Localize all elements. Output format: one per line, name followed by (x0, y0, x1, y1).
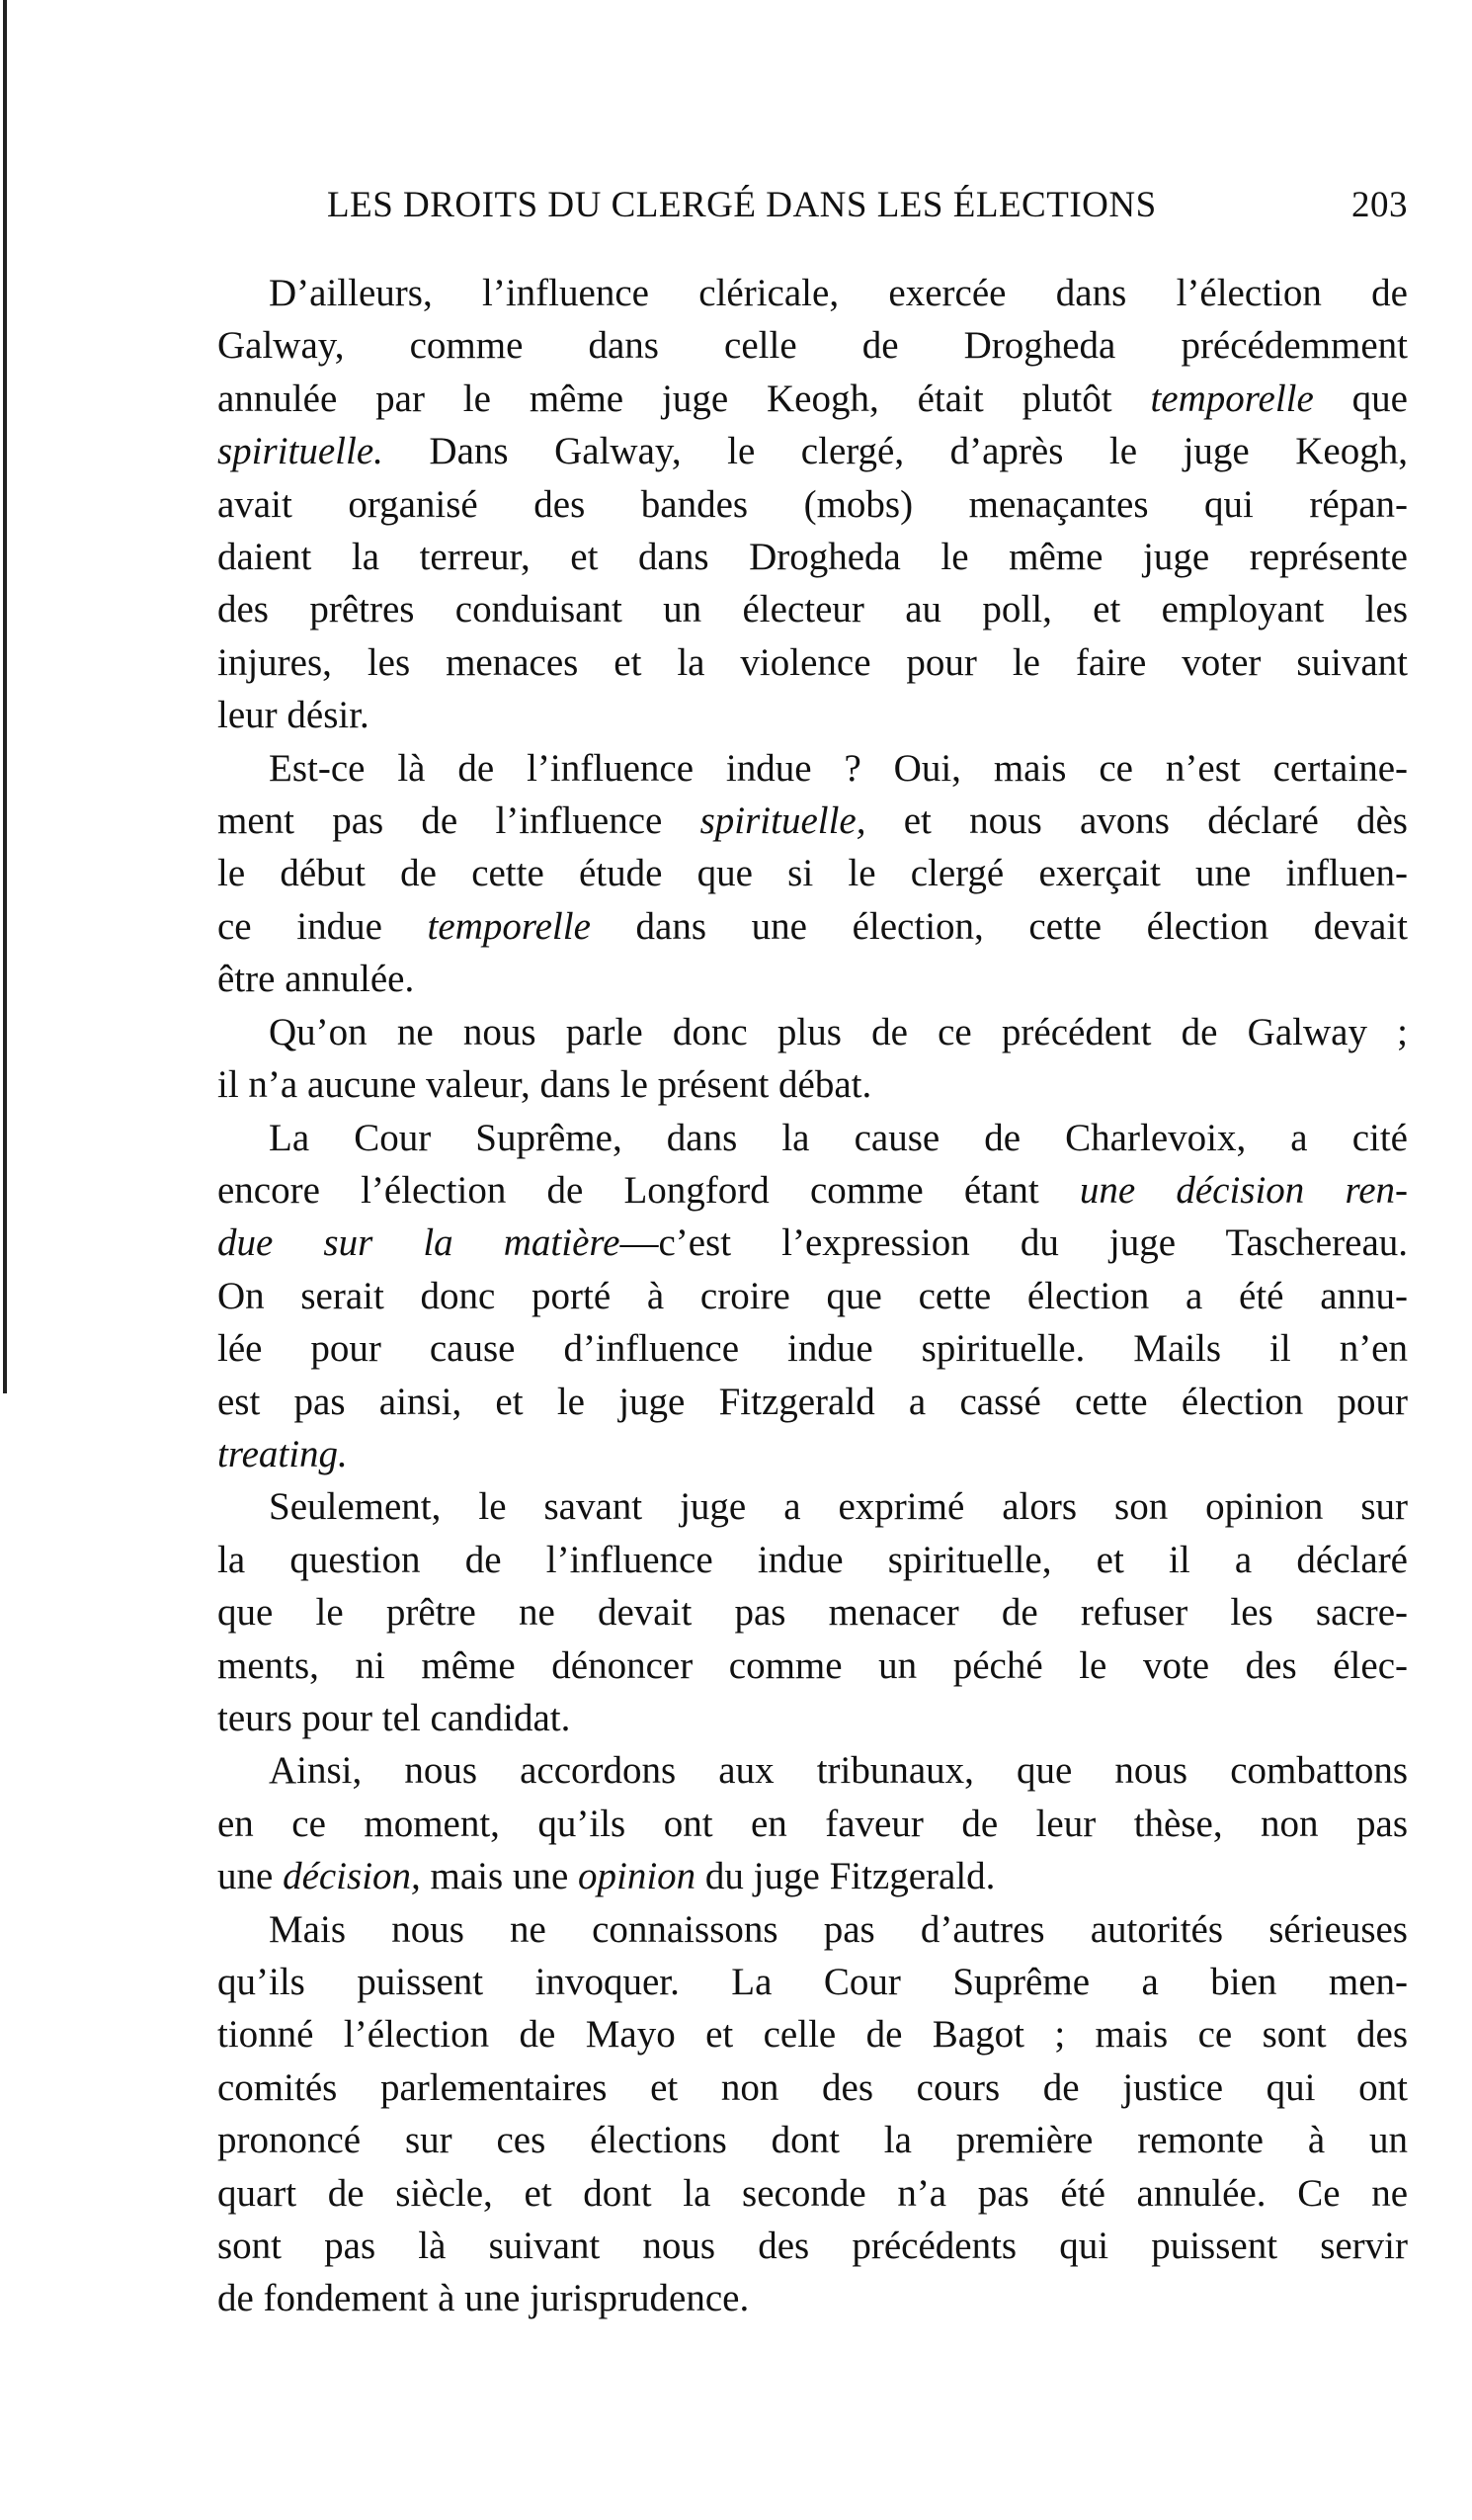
text-run: être annulée. (217, 958, 415, 1001)
running-header (327, 184, 1408, 233)
text-run: que le prêtre ne devait pas menacer de refuser les sacre- (217, 1591, 1408, 1635)
text-run: la question de l’influence indue spirituelle, et il a déclaré (217, 1538, 1408, 1581)
page-edge-rule (3, 0, 7, 1393)
text-run: prononcé sur ces élections dont la première remonte à un (217, 2119, 1408, 2162)
text-run: Est-ce là de l’influence indue ? Oui, mais ce n’est certaine- (269, 746, 1408, 790)
text-line (217, 953, 1408, 1005)
text-line (217, 1480, 1408, 1533)
text-run: leur désir. (217, 694, 369, 737)
text-run: de fondement à une jurisprudence. (217, 2277, 750, 2320)
text-line (217, 1112, 1408, 1164)
running-title: LES DROITS DU CLERGÉ DANS LES ÉLECTIONS (327, 185, 1157, 225)
paragraph (217, 1480, 1408, 1744)
italic-text: due sur la matière (217, 1221, 620, 1265)
text-line (217, 373, 1408, 425)
text-run: comités parlementaires et non des cours de justice qui ont (217, 2065, 1408, 2109)
text-line (217, 1270, 1408, 1322)
text-run: en ce moment, qu’ils ont en faveur de leur thèse, non pas (217, 1802, 1408, 1845)
text-run: encore l’élection de Longford comme étant (217, 1168, 1080, 1212)
text-line (217, 583, 1408, 635)
text-line (217, 1744, 1408, 1797)
text-line (217, 689, 1408, 741)
text-line (217, 847, 1408, 899)
text-run: et nous avons déclaré dès (865, 799, 1408, 843)
text-run: D’ailleurs, l’influence cléricale, exercée dans l’élection de (269, 272, 1408, 314)
text-run: des prêtres conduisant un électeur au poll, et employant les (217, 588, 1408, 631)
text-line (217, 1903, 1408, 1956)
text-run: Mais nous ne connaissons pas d’autres autorités sérieuses (269, 1907, 1408, 1951)
text-line (217, 1586, 1408, 1638)
text-line (217, 1956, 1408, 2008)
text-run: quart de siècle, et dont la seconde n’a pas été annulée. Ce ne (217, 2171, 1408, 2215)
italic-text: opinion (578, 1855, 696, 1898)
text-line (217, 1164, 1408, 1217)
text-run: On serait donc porté à croire que cette élection a été annu- (217, 1274, 1408, 1317)
text-line (217, 1058, 1408, 1111)
text-run: avait organisé des bandes (mobs) menaçantes qui répan- (217, 482, 1408, 526)
text-line (217, 1006, 1408, 1058)
italic-text: une décision ren- (1079, 1168, 1408, 1212)
text-line (217, 900, 1408, 953)
text-run: une (217, 1855, 284, 1898)
text-run: Galway, comme dans celle de Drogheda précédemment (217, 324, 1408, 368)
text-run: teurs pour tel candidat. (217, 1696, 571, 1739)
page-number: 203 (1351, 185, 1408, 225)
italic-text: temporelle (1150, 377, 1314, 420)
text-line (217, 2272, 1408, 2324)
text-run: dans une élection, cette élection devait (590, 904, 1409, 948)
text-run: tionné l’élection de Mayo et celle de Bagot ; mais ce sont des (217, 2013, 1408, 2057)
text-line (217, 531, 1408, 583)
paragraph (217, 742, 1408, 1006)
text-line (217, 478, 1408, 531)
text-line (217, 742, 1408, 795)
italic-text: treating. (217, 1432, 348, 1475)
paragraph (217, 1744, 1408, 1902)
text-line (217, 2114, 1408, 2166)
text-line (217, 1692, 1408, 1744)
text-line (217, 1639, 1408, 1692)
text-line (217, 1217, 1408, 1269)
text-line (217, 267, 1408, 319)
text-line (217, 1428, 1408, 1480)
text-line (217, 2167, 1408, 2220)
text-run: qu’ils puissent invoquer. La Cour Suprême a bien men- (217, 1961, 1408, 2003)
paragraph (217, 267, 1408, 742)
text-line (217, 425, 1408, 477)
text-run: mais une (420, 1855, 578, 1898)
paragraph (217, 1112, 1408, 1481)
text-line (217, 319, 1408, 372)
text-run: Qu’on ne nous parle donc plus de ce précédent de Galway ; (269, 1010, 1408, 1053)
text-run: est pas ainsi, et le juge Fitzgerald a cassé cette élection pour (217, 1380, 1408, 1423)
text-run: du juge Fitzgerald. (695, 1855, 996, 1898)
text-run: annulée par le même juge Keogh, était plutôt (217, 377, 1151, 420)
text-run: Seulement, le savant juge a exprimé alors son opinion sur (269, 1485, 1408, 1529)
paragraph (217, 1903, 1408, 2325)
text-line (217, 2008, 1408, 2060)
text-run: La Cour Suprême, dans la cause de Charlevoix, a cité (269, 1116, 1408, 1159)
text-line (217, 1850, 1408, 1902)
text-run: injures, les menaces et la violence pour le faire voter suivant (217, 640, 1408, 684)
italic-text: temporelle (427, 904, 591, 948)
italic-text: décision, (283, 1855, 421, 1898)
text-line (217, 636, 1408, 689)
text-line (217, 1322, 1408, 1375)
text-run: ments, ni même dénoncer comme un péché le vote des élec- (217, 1643, 1408, 1687)
italic-text: spirituelle, (699, 799, 866, 843)
text-run: —c’est l’expression du juge Taschereau. (619, 1221, 1409, 1265)
text-run: sont pas là suivant nous des précédents qui puissent servir (217, 2225, 1408, 2268)
text-run: ment pas de l’influence (217, 799, 700, 843)
text-run: daient la terreur, et dans Drogheda le même juge représente (217, 536, 1408, 579)
body-text (217, 267, 1408, 2325)
text-line (217, 2061, 1408, 2114)
text-line (217, 1376, 1408, 1428)
text-line (217, 1534, 1408, 1586)
italic-text: spirituelle. (217, 430, 383, 473)
text-run: que (1313, 377, 1408, 420)
text-line (217, 2220, 1408, 2272)
text-run: le début de cette étude que si le clergé exerçait une influen- (217, 852, 1408, 895)
text-run: Ainsi, nous accordons aux tribunaux, que nous combattons (269, 1749, 1408, 1793)
paragraph (217, 1006, 1408, 1112)
text-line (217, 1798, 1408, 1850)
text-run: ce indue (217, 904, 428, 948)
text-run: il n’a aucune valeur, dans le présent débat. (217, 1063, 872, 1107)
text-line (217, 795, 1408, 847)
text-run: Dans Galway, le clergé, d’après le juge Keogh, (382, 430, 1408, 473)
text-run: lée pour cause d’influence indue spirituelle. Mails il n’en (217, 1327, 1408, 1371)
